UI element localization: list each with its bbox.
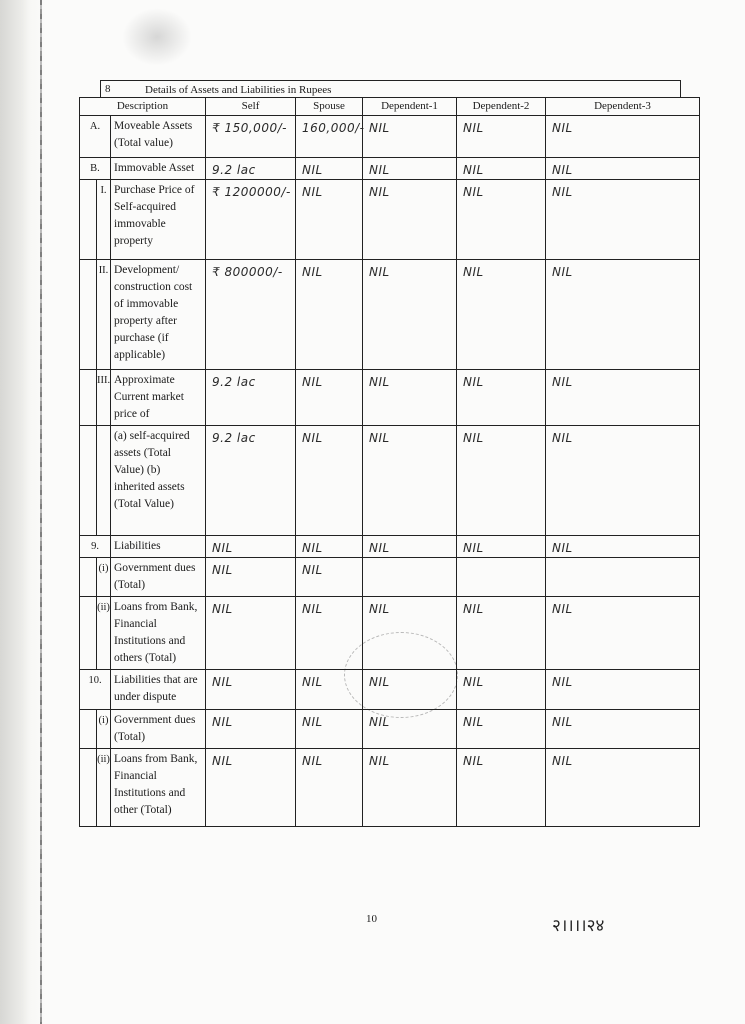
column-header-self: Self xyxy=(206,98,296,116)
row-description: Government dues (Total) xyxy=(111,558,206,597)
assets-liabilities-table xyxy=(79,97,700,827)
value-dependent-2: NIL xyxy=(457,426,546,536)
row-sno xyxy=(80,180,97,260)
row-description: Loans from Bank, Financial Institutions and other (Total) xyxy=(111,749,206,827)
value-spouse: NIL xyxy=(296,260,363,370)
value-self: NIL xyxy=(206,749,296,827)
value-dependent-2: NIL xyxy=(457,180,546,260)
table-row xyxy=(80,558,700,597)
value-dependent-1: NIL xyxy=(363,749,457,827)
table-row xyxy=(80,158,700,180)
value-self: 9.2 lac xyxy=(206,426,296,536)
row-description: Immovable Asset xyxy=(111,158,206,180)
value-spouse: 160,000/- xyxy=(296,116,363,158)
value-dependent-1: NIL xyxy=(363,116,457,158)
value-dependent-1 xyxy=(363,558,457,597)
page-number: 10 xyxy=(366,913,377,925)
row-sub-number: (i) xyxy=(97,710,111,749)
value-spouse: NIL xyxy=(296,749,363,827)
table-row xyxy=(80,180,700,260)
value-dependent-2: NIL xyxy=(457,670,546,710)
column-header-dependent-1: Dependent-1 xyxy=(363,98,457,116)
value-dependent-3: NIL xyxy=(546,597,700,670)
value-self: NIL xyxy=(206,670,296,710)
row-sub-number: III. xyxy=(97,370,111,426)
value-dependent-2: NIL xyxy=(457,597,546,670)
table-row xyxy=(80,536,700,558)
value-spouse: NIL xyxy=(296,370,363,426)
column-header-dependent-2: Dependent-2 xyxy=(457,98,546,116)
value-dependent-3: NIL xyxy=(546,370,700,426)
value-dependent-2: NIL xyxy=(457,370,546,426)
row-description: Liabilities that are under dispute xyxy=(111,670,206,710)
row-sub-number: (ii) xyxy=(97,597,111,670)
value-dependent-1: NIL xyxy=(363,710,457,749)
row-description: Liabilities xyxy=(111,536,206,558)
row-sub-number: (ii) xyxy=(97,749,111,827)
table-row xyxy=(80,260,700,370)
value-spouse: NIL xyxy=(296,597,363,670)
row-description: Development/ construction cost of immovable property after purchase (if applicable) xyxy=(111,260,206,370)
value-spouse: NIL xyxy=(296,536,363,558)
value-dependent-2 xyxy=(457,558,546,597)
column-header-spouse: Spouse xyxy=(296,98,363,116)
value-dependent-3: NIL xyxy=(546,180,700,260)
value-spouse: NIL xyxy=(296,670,363,710)
row-sno xyxy=(80,597,97,670)
value-dependent-1: NIL xyxy=(363,260,457,370)
value-spouse: NIL xyxy=(296,558,363,597)
table-row xyxy=(80,749,700,827)
row-sno: A. xyxy=(80,116,111,158)
row-description: Loans from Bank, Financial Institutions and others (Total) xyxy=(111,597,206,670)
column-header-dependent-3: Dependent-3 xyxy=(546,98,700,116)
value-self: NIL xyxy=(206,597,296,670)
value-self: ₹ 800000/- xyxy=(206,260,296,370)
table-row xyxy=(80,426,700,536)
column-header-description: Description xyxy=(80,98,206,116)
table-row xyxy=(80,116,700,158)
row-sno: B. xyxy=(80,158,111,180)
value-dependent-1: NIL xyxy=(363,536,457,558)
value-dependent-3: NIL xyxy=(546,536,700,558)
row-description: Moveable Assets (Total value) xyxy=(111,116,206,158)
value-spouse: NIL xyxy=(296,180,363,260)
value-dependent-3: NIL xyxy=(546,710,700,749)
row-sno xyxy=(80,260,97,370)
value-dependent-3: NIL xyxy=(546,426,700,536)
section-title: Details of Assets and Liabilities in Rupees xyxy=(145,84,332,96)
handwritten-signature: २।।।।२४ xyxy=(552,916,605,936)
row-sno xyxy=(80,710,97,749)
row-sno xyxy=(80,370,97,426)
value-dependent-3: NIL xyxy=(546,260,700,370)
table-row xyxy=(80,597,700,670)
value-dependent-3: NIL xyxy=(546,670,700,710)
value-self: NIL xyxy=(206,536,296,558)
row-description: Approximate Current market price of xyxy=(111,370,206,426)
value-dependent-2: NIL xyxy=(457,158,546,180)
value-dependent-1: NIL xyxy=(363,370,457,426)
scan-smudge xyxy=(122,8,192,66)
value-spouse: NIL xyxy=(296,426,363,536)
table-row xyxy=(80,710,700,749)
value-self: ₹ 150,000/- xyxy=(206,116,296,158)
value-dependent-2: NIL xyxy=(457,710,546,749)
value-self: 9.2 lac xyxy=(206,370,296,426)
row-sub-number: II. xyxy=(97,260,111,370)
value-dependent-2: NIL xyxy=(457,749,546,827)
value-self: ₹ 1200000/- xyxy=(206,180,296,260)
row-description: Purchase Price of Self-acquired immovable property xyxy=(111,180,206,260)
value-dependent-2: NIL xyxy=(457,260,546,370)
scan-binding-edge xyxy=(0,0,46,1024)
row-sno xyxy=(80,558,97,597)
value-dependent-3: NIL xyxy=(546,749,700,827)
row-sub-number: (i) xyxy=(97,558,111,597)
value-self: 9.2 lac xyxy=(206,158,296,180)
table-row xyxy=(80,370,700,426)
row-sub-number xyxy=(97,426,111,536)
row-sno xyxy=(80,749,97,827)
value-dependent-1: NIL xyxy=(363,158,457,180)
row-sno: 10. xyxy=(80,670,111,710)
row-description: (a) self-acquired assets (Total Value) (b) inherited assets (Total Value) xyxy=(111,426,206,536)
row-sno xyxy=(80,426,97,536)
value-dependent-1: NIL xyxy=(363,597,457,670)
row-sno: 9. xyxy=(80,536,111,558)
value-dependent-3 xyxy=(546,558,700,597)
value-spouse: NIL xyxy=(296,158,363,180)
value-dependent-3: NIL xyxy=(546,116,700,158)
row-sub-number: I. xyxy=(97,180,111,260)
value-self: NIL xyxy=(206,558,296,597)
row-description: Government dues (Total) xyxy=(111,710,206,749)
value-dependent-1: NIL xyxy=(363,180,457,260)
value-self: NIL xyxy=(206,710,296,749)
table-row xyxy=(80,670,700,710)
value-dependent-3: NIL xyxy=(546,158,700,180)
value-dependent-2: NIL xyxy=(457,116,546,158)
section-header xyxy=(100,80,681,98)
value-dependent-2: NIL xyxy=(457,536,546,558)
value-dependent-1: NIL xyxy=(363,670,457,710)
table-header-row xyxy=(80,98,700,116)
value-spouse: NIL xyxy=(296,710,363,749)
value-dependent-1: NIL xyxy=(363,426,457,536)
section-number: 8 xyxy=(105,83,111,95)
